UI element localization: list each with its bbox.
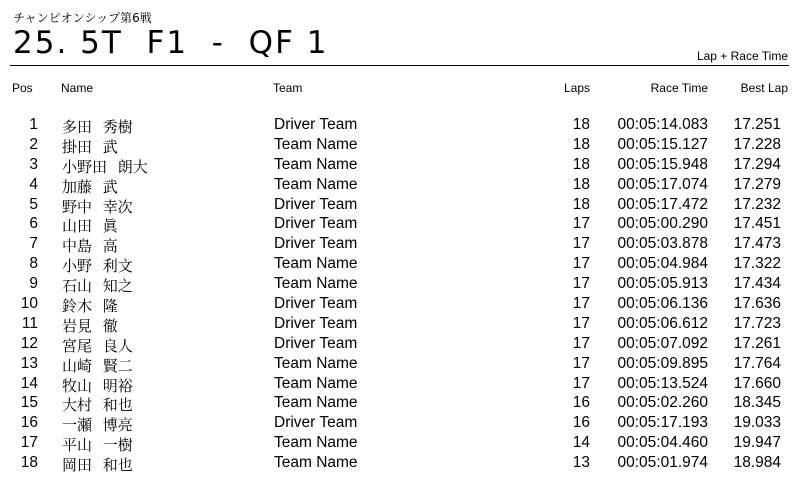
result-race-time: 00:05:13.524 (617, 374, 708, 392)
result-pos: 12 (20, 334, 38, 352)
result-team: Driver Team (274, 195, 358, 213)
result-pos: 15 (20, 394, 38, 412)
result-name: 平山 一樹 (62, 436, 133, 455)
result-name: 山崎 賢二 (62, 356, 133, 375)
result-race-time: 00:05:15.127 (617, 135, 708, 153)
result-race-time: 00:05:00.290 (617, 215, 708, 233)
result-pos: 2 (29, 135, 38, 153)
result-best-lap: 17.261 (733, 334, 781, 352)
column-header-pos: Pos (12, 81, 33, 95)
event-subtitle: チャンピオンシップ第6戦 (13, 11, 152, 25)
result-race-time: 00:05:15.948 (617, 155, 708, 173)
column-header-laps: Laps (563, 81, 590, 95)
result-best-lap: 19.947 (733, 434, 781, 452)
result-best-lap: 17.451 (733, 215, 781, 233)
result-team: Driver Team (274, 235, 358, 253)
result-team: Team Name (274, 175, 358, 193)
result-pos: 3 (29, 155, 38, 173)
table-row (0, 295, 800, 315)
result-laps: 17 (572, 255, 590, 273)
table-row (0, 196, 800, 216)
result-pos: 9 (29, 275, 38, 293)
table-row (0, 414, 800, 434)
result-team: Team Name (274, 155, 358, 173)
header-divider (10, 65, 789, 66)
table-row (0, 315, 800, 335)
result-best-lap: 18.984 (733, 454, 781, 472)
result-team: Driver Team (274, 314, 358, 332)
result-best-lap: 18.345 (733, 394, 781, 412)
result-team: Team Name (274, 354, 358, 372)
result-laps: 14 (572, 434, 590, 452)
result-team: Driver Team (274, 414, 358, 432)
result-laps: 18 (572, 195, 590, 213)
table-row (0, 375, 800, 395)
result-pos: 8 (29, 255, 38, 273)
result-name: 山田 眞 (62, 217, 118, 236)
result-laps: 18 (572, 155, 590, 173)
result-race-time: 00:05:02.260 (617, 394, 708, 412)
result-name: 鈴木 隆 (62, 297, 118, 316)
table-row (0, 255, 800, 275)
result-pos: 5 (29, 195, 38, 213)
result-best-lap: 17.294 (733, 155, 781, 173)
result-best-lap: 19.033 (733, 414, 781, 432)
result-best-lap: 17.473 (733, 235, 781, 253)
result-team: Team Name (274, 275, 358, 293)
result-team: Driver Team (274, 215, 358, 233)
result-laps: 17 (572, 354, 590, 372)
result-laps: 17 (572, 334, 590, 352)
result-name: 野中 幸次 (62, 197, 133, 216)
result-name: 石山 知之 (62, 277, 133, 296)
page-title: 25. 5T F1 - QF 1 (13, 25, 329, 61)
result-pos: 17 (20, 434, 38, 452)
result-team: Team Name (274, 434, 358, 452)
result-pos: 14 (20, 374, 38, 392)
column-header-race-time: Race Time (650, 81, 708, 95)
result-name: 岩見 徹 (62, 316, 118, 335)
column-header-best-lap: Best Lap (740, 81, 788, 95)
result-laps: 17 (572, 235, 590, 253)
table-row (0, 215, 800, 235)
result-best-lap: 17.636 (733, 295, 781, 313)
result-race-time: 00:05:03.878 (617, 235, 708, 253)
result-laps: 13 (572, 454, 590, 472)
table-row (0, 434, 800, 454)
result-laps: 17 (572, 295, 590, 313)
column-header-team: Team (273, 81, 303, 95)
table-row (0, 335, 800, 355)
result-laps: 16 (572, 414, 590, 432)
result-laps: 17 (572, 374, 590, 392)
table-row (0, 116, 800, 136)
result-race-time: 00:05:06.136 (617, 295, 708, 313)
result-race-time: 00:05:04.460 (617, 434, 708, 452)
result-best-lap: 17.279 (733, 175, 781, 193)
result-name: 一瀬 博亮 (62, 416, 133, 435)
result-name: 大村 和也 (62, 396, 133, 415)
result-pos: 16 (20, 414, 38, 432)
result-best-lap: 17.251 (733, 116, 781, 133)
result-race-time: 00:05:14.083 (617, 116, 708, 133)
result-pos: 6 (29, 215, 38, 233)
result-team: Team Name (274, 454, 358, 472)
result-pos: 10 (20, 295, 38, 313)
result-name: 牧山 明裕 (62, 376, 133, 395)
result-race-time: 00:05:05.913 (617, 275, 708, 293)
results-table-body (0, 116, 800, 474)
result-pos: 7 (29, 235, 38, 253)
result-name: 中島 高 (62, 237, 118, 256)
result-name: 加藤 武 (62, 177, 118, 196)
timing-mode-label: Lap + Race Time (696, 49, 788, 63)
table-row (0, 454, 800, 474)
result-best-lap: 17.660 (733, 374, 781, 392)
result-race-time: 00:05:01.974 (617, 454, 708, 472)
result-pos: 1 (29, 116, 38, 133)
result-team: Driver Team (274, 295, 358, 313)
result-best-lap: 17.228 (733, 135, 781, 153)
result-race-time: 00:05:17.472 (617, 195, 708, 213)
table-row (0, 355, 800, 375)
table-row (0, 275, 800, 295)
result-team: Team Name (274, 255, 358, 273)
result-best-lap: 17.434 (733, 275, 781, 293)
table-row (0, 156, 800, 176)
result-team: Team Name (274, 394, 358, 412)
result-laps: 18 (572, 175, 590, 193)
result-laps: 16 (572, 394, 590, 412)
result-pos: 13 (20, 354, 38, 372)
result-team: Driver Team (274, 116, 358, 133)
result-race-time: 00:05:06.612 (617, 314, 708, 332)
result-best-lap: 17.322 (733, 255, 781, 273)
table-row (0, 235, 800, 255)
result-race-time: 00:05:17.074 (617, 175, 708, 193)
result-laps: 17 (572, 215, 590, 233)
result-pos: 11 (21, 314, 38, 332)
result-name: 小野 利文 (62, 257, 133, 276)
result-name: 多田 秀樹 (62, 118, 133, 136)
result-race-time: 00:05:17.193 (617, 414, 708, 432)
result-name: 岡田 和也 (62, 456, 133, 475)
result-race-time: 00:05:09.895 (617, 354, 708, 372)
results-table-header (0, 81, 800, 97)
result-best-lap: 17.232 (733, 195, 781, 213)
result-pos: 4 (29, 175, 38, 193)
result-team: Driver Team (274, 334, 358, 352)
table-row (0, 394, 800, 414)
result-laps: 17 (572, 275, 590, 293)
result-name: 小野田 朗大 (62, 157, 148, 176)
result-laps: 18 (572, 116, 590, 133)
result-laps: 17 (572, 314, 590, 332)
result-race-time: 00:05:04.984 (617, 255, 708, 273)
column-header-name: Name (61, 81, 94, 95)
result-team: Team Name (274, 135, 358, 153)
table-row (0, 176, 800, 196)
result-best-lap: 17.764 (733, 354, 781, 372)
result-team: Team Name (274, 374, 358, 392)
table-row (0, 136, 800, 156)
result-race-time: 00:05:07.092 (617, 334, 708, 352)
result-pos: 18 (20, 454, 38, 472)
result-name: 掛田 武 (62, 137, 118, 156)
result-name: 宮尾 良人 (62, 336, 133, 355)
result-laps: 18 (572, 135, 590, 153)
result-best-lap: 17.723 (733, 314, 781, 332)
